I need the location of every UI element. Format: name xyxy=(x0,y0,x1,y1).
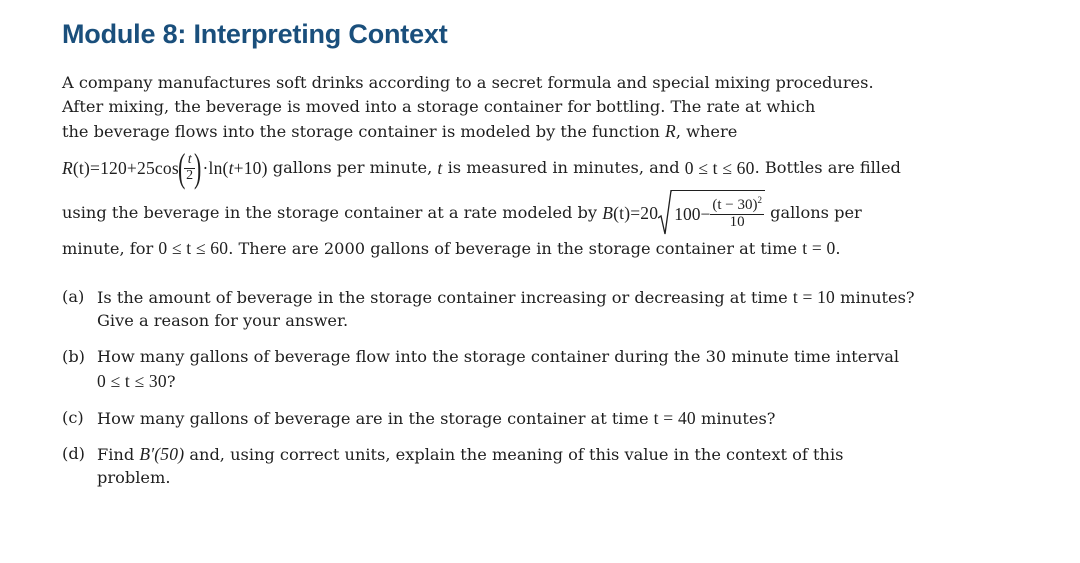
page-title: Module 8: Interpreting Context xyxy=(62,19,448,49)
part-c-question: How many gallons of beverage are in the storage container at time t = 40 minutes? xyxy=(97,408,776,428)
radicand: 100− $\frac{(t - 30)^2}{10}$ xyxy=(672,190,765,236)
part-b-question: How many gallons of beverage flow into the storage container during the 30 minute time interval xyxy=(97,347,900,366)
part-a-question: Is the amount of beverage in the storage container increasing or decreasing at time t = 10 minutes? xyxy=(97,287,915,307)
rate-out-formula-line: using the beverage in the storage container at a rate modeled by B (t) =20 100− $\frac{(t - 30)^2}{10}$ gallons per xyxy=(62,188,862,238)
radicand-fraction: $\frac{(t - 30)^2}{10}$ xyxy=(712,195,762,230)
intro-line-6: minute, for 0 ≤ t ≤ 60. There are 2000 gallons of beverage in the storage container at time t = 0. xyxy=(62,238,841,258)
square-root xyxy=(658,190,765,236)
function-B-name: B xyxy=(602,203,614,223)
part-b-question-line-2: 0 ≤ t ≤ 30? xyxy=(97,371,176,391)
rate-in-formula-line: R (t) =120+25cos ( $\frac{t}{2}$ ) ·ln( t +10) gallons per minute, t is measured in minutes, and 0 ≤ t ≤ 60 . Bottles are filled xyxy=(62,145,901,190)
part-c-label: (c) xyxy=(62,408,84,427)
part-a-question-line-2: Give a reason for your answer. xyxy=(97,311,349,330)
intro-line-2: After mixing, the beverage is moved into a storage container for bottling. The rate at which xyxy=(62,97,816,116)
part-b-label: (b) xyxy=(62,347,85,366)
intro-line-3: the beverage flows into the storage container is modeled by the function R, where xyxy=(62,121,738,141)
t-range-1: 0 ≤ t ≤ 60 xyxy=(684,158,755,178)
cos-fraction: $\frac{t}{2}$ xyxy=(186,151,194,183)
intro-line-1: A company manufactures soft drinks according to a secret formula and special mixing procedures. xyxy=(62,73,874,92)
left-paren: ( xyxy=(177,145,186,190)
t-range-2: 0 ≤ t ≤ 60 xyxy=(158,238,229,258)
part-a-label: (a) xyxy=(62,287,85,306)
function-R-name: R xyxy=(62,158,73,178)
right-paren: ) xyxy=(194,145,202,190)
part-d-label: (d) xyxy=(62,444,85,463)
part-d-question: Find B′(50) and, using correct units, explain the meaning of this value in the context of this xyxy=(97,444,844,464)
part-d-question-line-2: problem. xyxy=(97,468,171,487)
radical-sign-icon xyxy=(658,190,672,236)
